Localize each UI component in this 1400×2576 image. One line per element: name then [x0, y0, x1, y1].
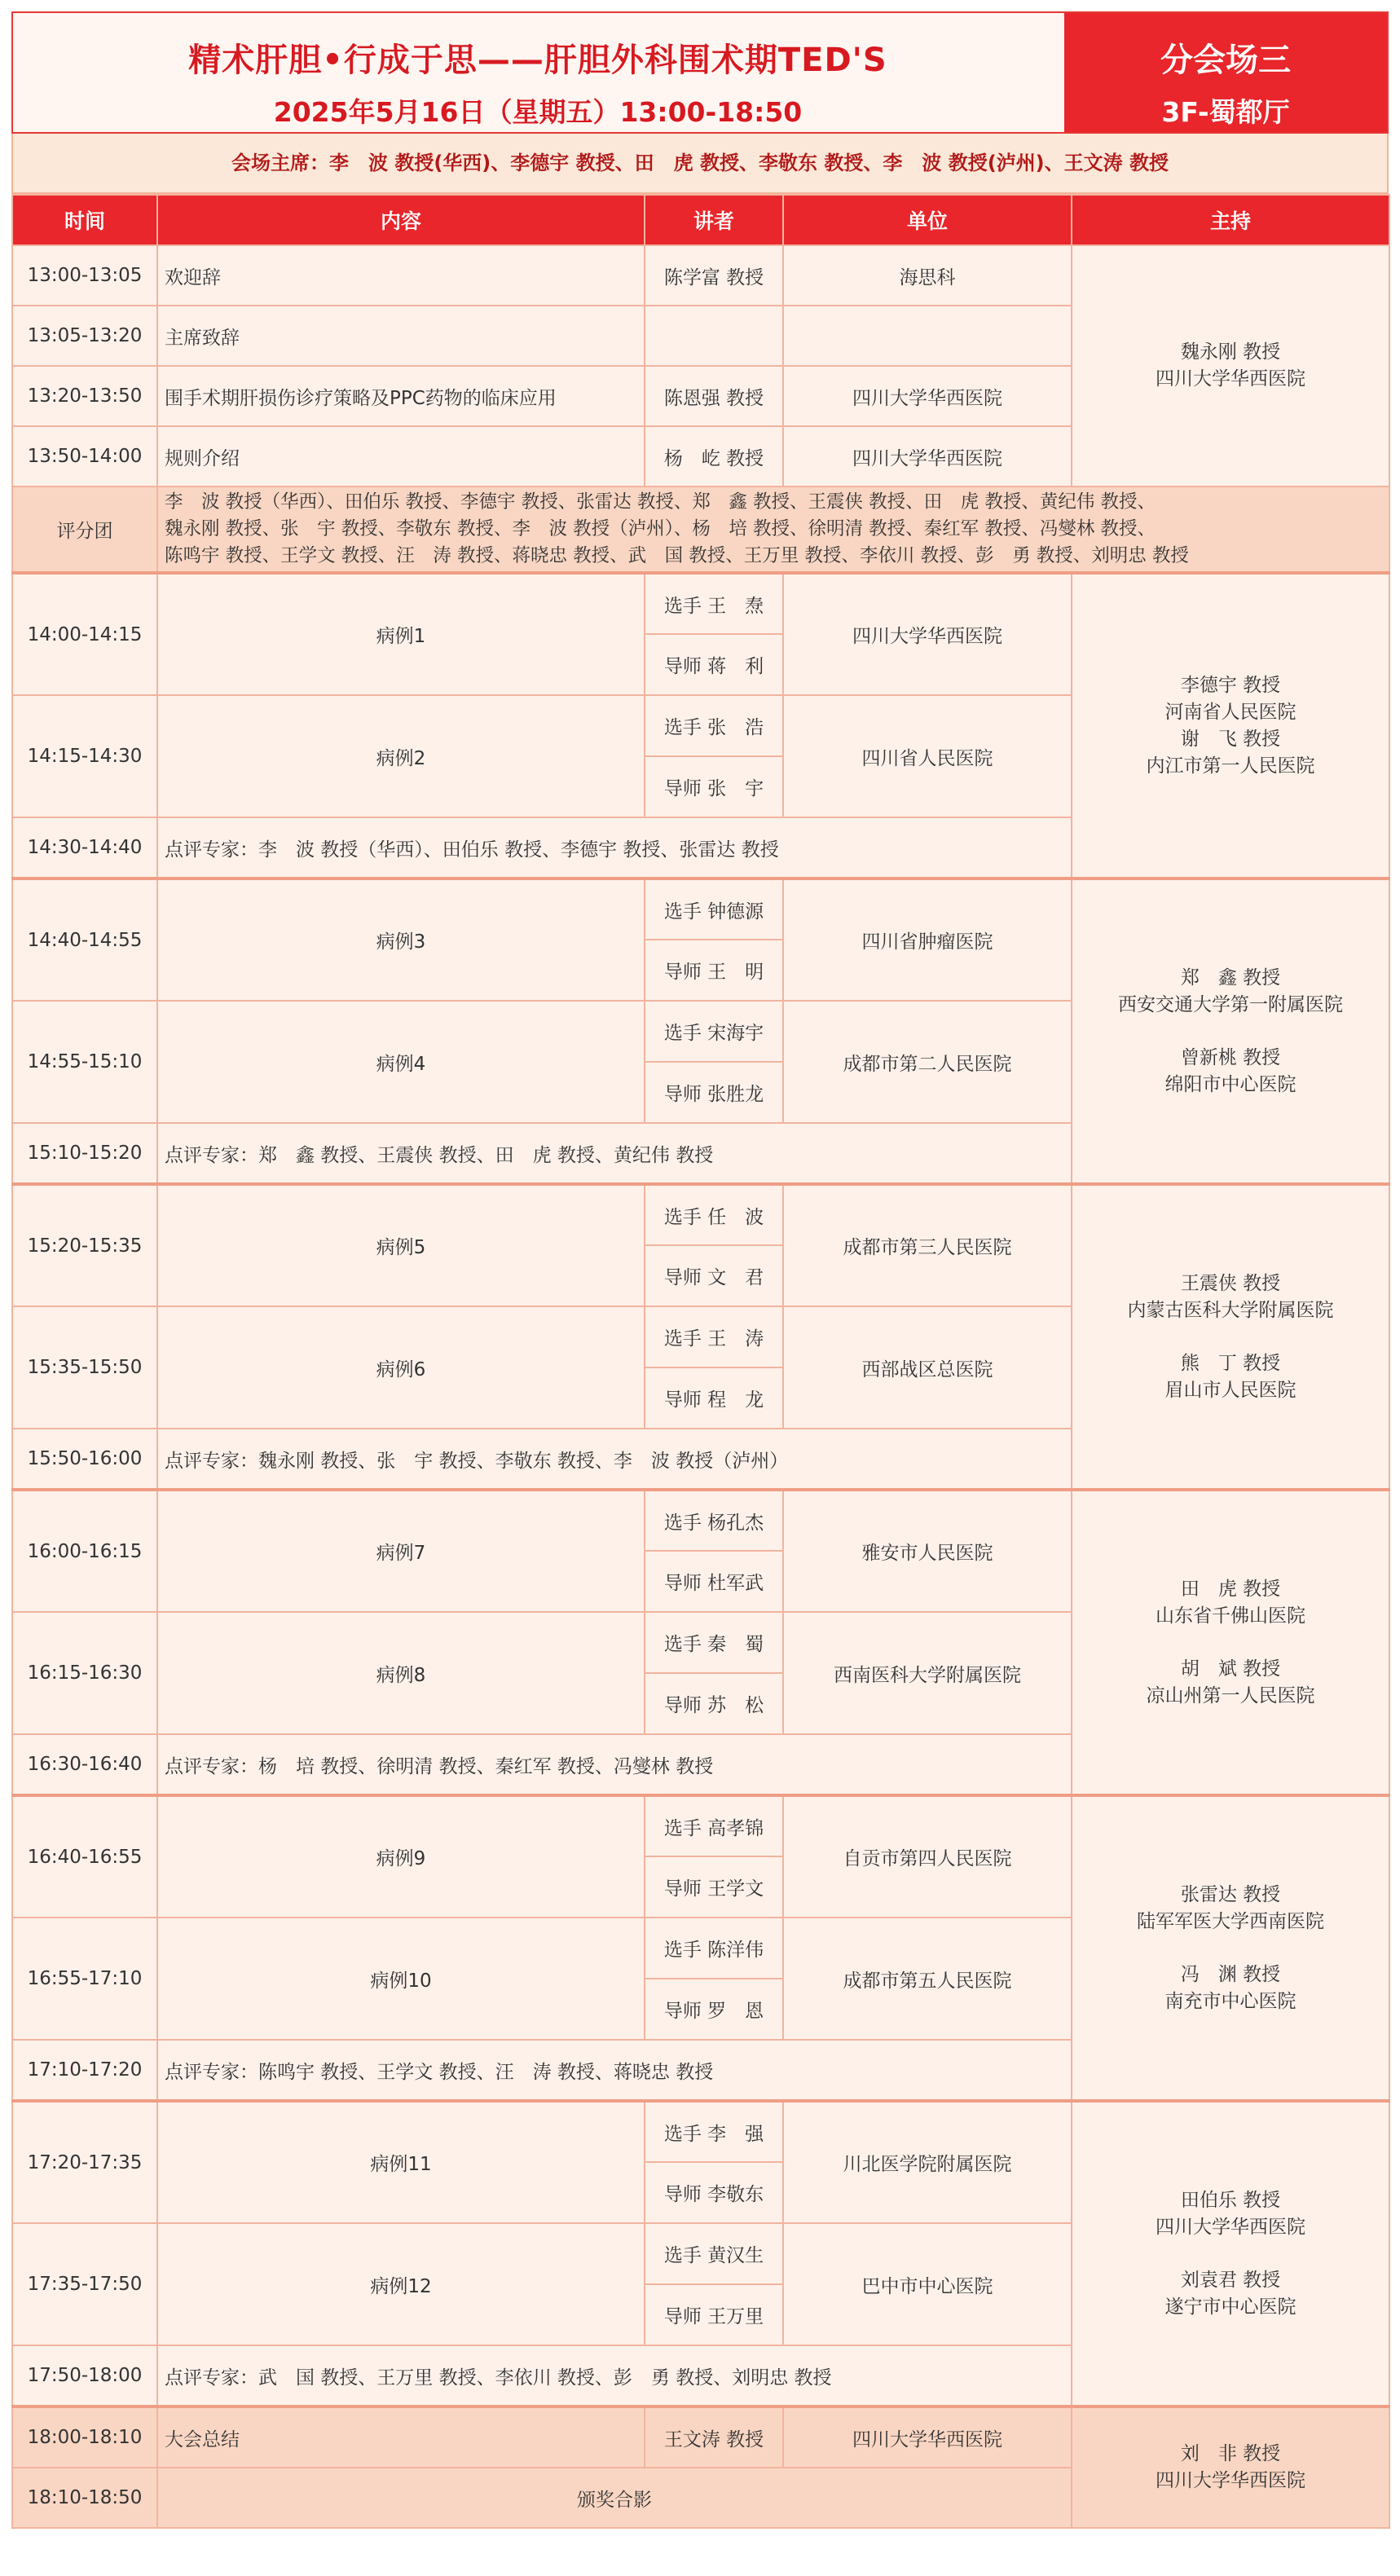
unit-cell: 成都市第三人民医院 [783, 1184, 1072, 1306]
speaker-cell: 王文涛 教授 [645, 2406, 783, 2468]
unit-cell: 四川省肿瘤医院 [783, 878, 1072, 1001]
mentor-cell: 导师 王 明 [645, 940, 783, 1001]
case-cell: 病例5 [157, 1184, 645, 1306]
review-cell: 点评专家：武 国 教授、王万里 教授、李依川 教授、彭 勇 教授、刘明忠 教授 [157, 2345, 1072, 2406]
mentor-cell: 导师 李敬东 [645, 2162, 783, 2223]
unit-cell: 自贡市第四人民医院 [783, 1795, 1072, 1918]
case-cell: 病例3 [157, 878, 645, 1001]
content-cell: 颁奖合影 [157, 2468, 1072, 2528]
player-cell: 选手 宋海宇 [645, 1001, 783, 1062]
forum-date: 2025年5月16日（星期五）13:00-18:50 [273, 96, 803, 128]
player-cell: 选手 秦 蜀 [645, 1612, 783, 1673]
host-cell [1072, 2101, 1389, 2406]
host-cell [1072, 1490, 1389, 1795]
case-cell: 病例1 [157, 573, 645, 695]
unit-cell: 四川大学华西医院 [783, 573, 1072, 695]
col-content-header: 内容 [157, 195, 645, 245]
host-line: 冯 渊 教授 [1180, 1963, 1281, 1985]
content-cell: 欢迎辞 [157, 245, 645, 306]
host-cell [1072, 245, 1389, 487]
host-line: 陆军军医大学西南医院 [1137, 1910, 1324, 1932]
hall-name: 3F-蜀都厅 [1161, 96, 1290, 128]
summary-row [12, 2406, 1389, 2468]
mentor-cell: 导师 罗 恩 [645, 1979, 783, 2040]
time-cell: 13:00-13:05 [12, 245, 157, 306]
host-line: 胡 斌 教授 [1180, 1658, 1281, 1680]
mentor-cell: 导师 文 君 [645, 1245, 783, 1306]
case-cell: 病例9 [157, 1795, 645, 1918]
host-line: 内江市第一人民医院 [1146, 755, 1315, 777]
player-cell: 选手 张 浩 [645, 695, 783, 756]
host-line: 绵阳市中心医院 [1164, 1073, 1297, 1095]
case-cell: 病例8 [157, 1612, 645, 1734]
speaker-cell: 陈恩强 教授 [645, 366, 783, 426]
content-cell: 大会总结 [157, 2406, 645, 2468]
mentor-cell: 导师 张 宇 [645, 756, 783, 817]
unit-cell: 成都市第五人民医院 [783, 1918, 1072, 2040]
col-unit-header: 单位 [783, 195, 1072, 245]
judges-label: 评分团 [12, 487, 157, 573]
case-row [12, 878, 1389, 940]
time-cell: 15:10-15:20 [12, 1123, 157, 1184]
time-cell: 17:35-17:50 [12, 2223, 157, 2345]
host-cell [1072, 573, 1389, 878]
host-line: 魏永刚 教授 [1180, 341, 1281, 363]
case-cell: 病例7 [157, 1490, 645, 1612]
mentor-cell: 导师 蒋 利 [645, 634, 783, 695]
content-cell: 围手术期肝损伤诊疗策略及PPC药物的临床应用 [157, 366, 645, 426]
mentor-cell: 导师 王学文 [645, 1856, 783, 1918]
mentor-cell: 导师 程 龙 [645, 1367, 783, 1429]
time-cell: 16:40-16:55 [12, 1795, 157, 1918]
player-cell: 选手 钟德源 [645, 878, 783, 940]
judge-line: 陈鸣宇 教授、王学文 教授、汪 涛 教授、蒋晓忠 教授、武 国 教授、王万里 教授、李依川 教授、彭 勇 教授、刘明忠 教授 [165, 545, 1189, 566]
speaker-cell: 陈学富 教授 [645, 245, 783, 306]
time-cell: 14:15-14:30 [12, 695, 157, 817]
player-cell: 选手 王 涛 [645, 1306, 783, 1367]
time-cell: 18:10-18:50 [12, 2468, 157, 2528]
time-cell: 17:50-18:00 [12, 2345, 157, 2406]
unit-cell: 雅安市人民医院 [783, 1490, 1072, 1612]
mentor-cell: 导师 苏 松 [645, 1673, 783, 1734]
col-time-header: 时间 [12, 195, 157, 245]
host-line: 山东省千佛山医院 [1156, 1605, 1305, 1627]
host-line: 遂宁市中心医院 [1164, 2296, 1297, 2318]
case-cell: 病例11 [157, 2101, 645, 2223]
player-cell: 选手 李 强 [645, 2101, 783, 2162]
unit-cell: 四川大学华西医院 [783, 426, 1072, 487]
case-cell: 病例4 [157, 1001, 645, 1123]
review-cell: 点评专家：郑 鑫 教授、王震侠 教授、田 虎 教授、黄纪伟 教授 [157, 1123, 1072, 1184]
agenda-page [11, 11, 1389, 2529]
host-line: 郑 鑫 教授 [1180, 967, 1281, 989]
table-row [12, 245, 1389, 306]
judge-line: 李 波 教授（华西）、田伯乐 教授、李德宇 教授、张雷达 教授、郑 鑫 教授、王震侠 教授、田 虎 教授、黄纪伟 教授、 [165, 491, 1156, 513]
host-line: 南充市中心医院 [1164, 1990, 1297, 2012]
unit-cell: 四川大学华西医院 [783, 366, 1072, 426]
unit-cell: 西南医科大学附属医院 [783, 1612, 1072, 1734]
content-cell: 规则介绍 [157, 426, 645, 487]
host-line: 四川大学华西医院 [1156, 2216, 1305, 2238]
host-line: 张雷达 教授 [1180, 1883, 1281, 1905]
time-cell: 13:50-14:00 [12, 426, 157, 487]
host-line: 王震侠 教授 [1180, 1272, 1281, 1294]
host-cell [1072, 1795, 1389, 2101]
case-cell: 病例12 [157, 2223, 645, 2345]
chairs-line: 会场主席：李 波 教授(华西)、李德宇 教授、田 虎 教授、李敬东 教授、李 波 教授(泸州)、王文涛 教授 [11, 134, 1389, 194]
case-row [12, 573, 1389, 634]
host-line: 刘 非 教授 [1180, 2443, 1281, 2464]
content-cell: 主席致辞 [157, 306, 645, 366]
time-cell: 16:15-16:30 [12, 1612, 157, 1734]
time-cell: 17:10-17:20 [12, 2040, 157, 2101]
header-left [13, 13, 1063, 132]
agenda-header [11, 11, 1389, 134]
review-cell: 点评专家：魏永刚 教授、张 宇 教授、李敬东 教授、李 波 教授（泸州） [157, 1429, 1072, 1490]
unit-cell: 川北医学院附属医院 [783, 2101, 1072, 2223]
host-line: 四川大学华西医院 [1156, 2470, 1305, 2491]
player-cell: 选手 杨孔杰 [645, 1490, 783, 1551]
host-line: 谢 飞 教授 [1180, 728, 1281, 750]
time-cell: 14:30-14:40 [12, 817, 157, 878]
case-cell: 病例2 [157, 695, 645, 817]
review-cell: 点评专家：杨 培 教授、徐明清 教授、秦红军 教授、冯燮林 教授 [157, 1734, 1072, 1795]
time-cell: 18:00-18:10 [12, 2406, 157, 2468]
venue-name: 分会场三 [1160, 42, 1291, 79]
host-cell [1072, 1184, 1389, 1490]
case-cell: 病例6 [157, 1306, 645, 1429]
host-line: 眉山市人民医院 [1164, 1379, 1297, 1401]
speaker-cell: 杨 屹 教授 [645, 426, 783, 487]
mentor-cell: 导师 王万里 [645, 2284, 783, 2345]
table-header-row [12, 195, 1389, 245]
case-row [12, 1184, 1389, 1245]
player-cell: 选手 任 波 [645, 1184, 783, 1245]
unit-cell: 西部战区总医院 [783, 1306, 1072, 1429]
unit-cell: 四川大学华西医院 [783, 2406, 1072, 2468]
judges-row [12, 487, 1389, 573]
unit-cell: 海思科 [783, 245, 1072, 306]
forum-title: 精术肝胆•行成于思——肝胆外科围术期TED'S [188, 42, 887, 79]
host-line: 曾新桃 教授 [1180, 1046, 1281, 1068]
time-cell: 14:40-14:55 [12, 878, 157, 1001]
case-row [12, 1490, 1389, 1551]
host-cell [1072, 878, 1389, 1184]
host-line: 内蒙古医科大学附属医院 [1127, 1299, 1334, 1321]
player-cell: 选手 高孝锦 [645, 1795, 783, 1856]
unit-cell: 巴中市中心医院 [783, 2223, 1072, 2345]
host-line: 凉山州第一人民医院 [1146, 1684, 1315, 1706]
time-cell: 17:20-17:35 [12, 2101, 157, 2223]
host-line: 田 虎 教授 [1180, 1578, 1281, 1600]
host-line: 河南省人民医院 [1164, 701, 1297, 723]
time-cell: 15:50-16:00 [12, 1429, 157, 1490]
venue-box [1064, 13, 1387, 132]
time-cell: 16:00-16:15 [12, 1490, 157, 1612]
player-cell: 选手 陈洋伟 [645, 1918, 783, 1979]
judges-list [157, 487, 1389, 573]
host-line: 西安交通大学第一附属医院 [1118, 993, 1343, 1015]
review-cell: 点评专家：李 波 教授（华西）、田伯乐 教授、李德宇 教授、张雷达 教授 [157, 817, 1072, 878]
time-cell: 15:35-15:50 [12, 1306, 157, 1429]
mentor-cell: 导师 杜军武 [645, 1551, 783, 1612]
time-cell: 13:20-13:50 [12, 366, 157, 426]
mentor-cell: 导师 张胜龙 [645, 1062, 783, 1123]
unit-cell [783, 306, 1072, 366]
time-cell: 13:05-13:20 [12, 306, 157, 366]
time-cell: 14:55-15:10 [12, 1001, 157, 1123]
player-cell: 选手 黄汉生 [645, 2223, 783, 2284]
col-host-header: 主持 [1072, 195, 1389, 245]
col-speaker-header: 讲者 [645, 195, 783, 245]
agenda-table [11, 194, 1390, 2529]
player-cell: 选手 王 焘 [645, 573, 783, 634]
judge-line: 魏永刚 教授、张 宇 教授、李敬东 教授、李 波 教授（泸州）、杨 培 教授、徐明清 教授、秦红军 教授、冯燮林 教授、 [165, 518, 1156, 539]
host-line: 熊 丁 教授 [1180, 1352, 1281, 1374]
time-cell: 14:00-14:15 [12, 573, 157, 695]
unit-cell: 成都市第二人民医院 [783, 1001, 1072, 1123]
time-cell: 15:20-15:35 [12, 1184, 157, 1306]
host-cell [1072, 2406, 1389, 2528]
speaker-cell [645, 306, 783, 366]
time-cell: 16:55-17:10 [12, 1918, 157, 2040]
case-row [12, 2101, 1389, 2162]
host-line: 李德宇 教授 [1180, 674, 1281, 696]
unit-cell: 四川省人民医院 [783, 695, 1072, 817]
host-line: 四川大学华西医院 [1156, 368, 1305, 390]
host-line: 田伯乐 教授 [1180, 2189, 1281, 2211]
case-cell: 病例10 [157, 1918, 645, 2040]
case-row [12, 1795, 1389, 1856]
review-cell: 点评专家：陈鸣宇 教授、王学文 教授、汪 涛 教授、蒋晓忠 教授 [157, 2040, 1072, 2101]
time-cell: 16:30-16:40 [12, 1734, 157, 1795]
host-line: 刘袁君 教授 [1180, 2269, 1281, 2291]
agenda-body [12, 245, 1389, 2528]
